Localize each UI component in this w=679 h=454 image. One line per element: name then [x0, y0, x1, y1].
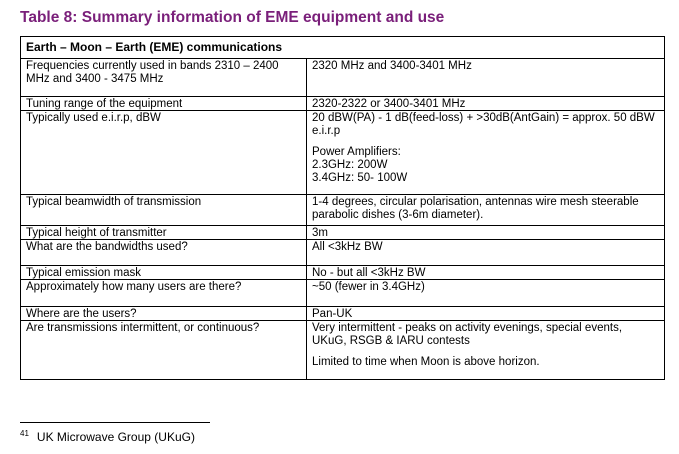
row-value	[307, 226, 664, 239]
value-text: 2320 MHz and 3400-3401 MHz	[312, 60, 472, 72]
row-value	[307, 321, 664, 379]
row-label: Typically used e.i.r.p, dBW	[21, 111, 307, 194]
row-label: What are the bandwidths used?	[21, 240, 307, 265]
value-text: 2320-2322 or 3400-3401 MHz	[312, 98, 466, 110]
table-row	[21, 195, 664, 226]
table-row	[21, 240, 664, 266]
table-row	[21, 280, 664, 307]
table-row	[21, 266, 664, 280]
value-text: No - but all <3kHz BW	[312, 267, 426, 279]
table-header: Earth – Moon – Earth (EME) communications	[21, 37, 664, 59]
page-title: Table 8: Summary information of EME equipment and use	[20, 9, 445, 26]
row-label: Tuning range of the equipment	[21, 97, 307, 110]
value-text: Very intermittent - peaks on activity evenings, special events, UKuG, RSGB & IARU contests	[312, 322, 623, 347]
value-text: 1-4 degrees, circular polarisation, antennas wire mesh steerable parabolic dishes (3-6m diameter).	[312, 196, 639, 221]
value-text: Limited to time when Moon is above horizon.	[312, 356, 540, 368]
row-value	[307, 307, 664, 320]
row-value	[307, 266, 664, 279]
table-row	[21, 226, 664, 240]
paragraph-gap	[312, 348, 659, 356]
row-value	[307, 97, 664, 110]
row-label: Frequencies currently used in bands 2310 – 2400 MHz and 3400 - 3475 MHz	[21, 59, 307, 96]
row-value	[307, 111, 664, 194]
footnote-divider	[20, 422, 210, 423]
row-label: Typical beamwidth of transmission	[21, 195, 307, 225]
footnote	[20, 429, 195, 444]
value-text: All <3kHz BW	[312, 241, 383, 253]
footnote-marker: 41	[20, 429, 29, 438]
row-value	[307, 280, 664, 306]
value-text: ~50 (fewer in 3.4GHz)	[312, 281, 425, 293]
row-label: Approximately how many users are there?	[21, 280, 307, 306]
paragraph-gap	[312, 138, 659, 146]
row-label: Are transmissions intermittent, or continuous?	[21, 321, 307, 379]
footnote-text: UK Microwave Group (UKuG)	[36, 430, 195, 444]
table-row	[21, 97, 664, 111]
value-text: 2.3GHz: 200W	[312, 159, 388, 171]
value-text: Power Amplifiers:	[312, 146, 401, 158]
value-text: Pan-UK	[312, 308, 353, 320]
row-value	[307, 59, 664, 96]
eme-summary-table	[20, 36, 665, 380]
value-text: 3.4GHz: 50- 100W	[312, 172, 408, 184]
row-label: Typical height of transmitter	[21, 226, 307, 239]
table-row	[21, 321, 664, 379]
table-row	[21, 59, 664, 97]
value-text: 20 dBW(PA) - 1 dB(feed-loss) + >30dB(AntGain) = approx. 50 dBW e.i.r.p	[312, 112, 655, 137]
row-label: Typical emission mask	[21, 266, 307, 279]
table-row	[21, 111, 664, 195]
row-value	[307, 240, 664, 265]
row-value	[307, 195, 664, 225]
row-label: Where are the users?	[21, 307, 307, 320]
table-row	[21, 307, 664, 321]
value-text: 3m	[312, 227, 328, 239]
